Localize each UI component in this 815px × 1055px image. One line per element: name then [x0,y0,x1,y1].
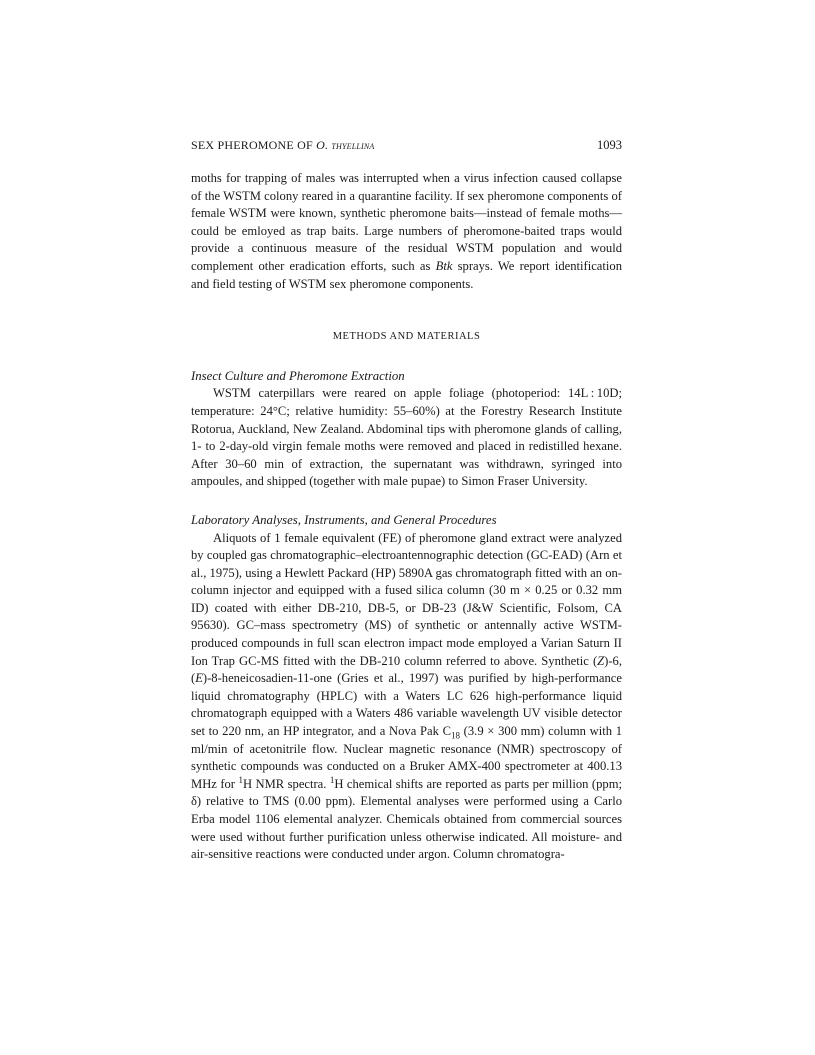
section-heading: METHODS AND MATERIALS [332,331,481,343]
subsection-title-lab-analyses: Laboratory Analyses, Instruments, and General Procedures [191,512,497,527]
text-run: )-8-heneicosadien-11-one (Gries et al., 1997) was purified by high-performance liquid chromatography (HPLC) with a Waters LC 626 high-performance liquid chromatograph equipped with a Waters 486 variable wavelength UV visible detector set to 220 nm, an HP integrator, and a Nova Pak C [191,671,622,739]
italic-run: E [195,671,203,686]
page-number: 1093 [597,138,622,152]
superscript-run: 1 [238,774,243,785]
running-header [191,138,622,153]
text-run: H NMR spectra. [242,776,330,791]
text-run: moths for trapping of males was interrupted when a virus infection caused collapse of the WSTM colony reared in a quarantine facility. If sex pheromone components of female WSTM were known, synthetic pheromone baits—instead of female moths—could be emloyed as trap baits. Large numbers of pheromone-baited traps would provide a continuous measure of the residual WSTM population and would complement other eradication efforts, such as [191,171,622,273]
running-title: SEX PHEROMONE OF O. thyellina [191,138,375,152]
text-run: WSTM caterpillars were reared on apple foliage (photoperiod: 14L : 10D; temperature: 24°C; relative humidity: 55–60%) at the Forestry Research Institute Rotorua, Auckland, New Zealand. Abdominal tips with pheromone glands of calling, 1- to 2-day-old virgin female moths were removed and placed in redistilled hexane. After 30–60 min of extraction, the supernatant was withdrawn, syringed into ampoules, and shipped (together with male pupae) to Simon Fraser University. [191,386,622,489]
subsection-title-insect-culture: Insect Culture and Pheromone Extraction [191,368,405,383]
insect-culture-paragraph [191,385,622,491]
text-run: sprays. We report identification and field testing of WSTM sex pheromone components. [191,258,622,291]
text-run: H chemical shifts are reported as parts per million (ppm; δ) relative to TMS (0.00 ppm). Elemental analyses were performed using a Carlo Erba model 1106 elemental analyzer. Chemicals obtained from commercial sources were used without further purification unless otherwise indicated. All moisture- and air-sensitive reactions were conducted under argon. Column chromatogra- [191,776,622,862]
italic-run: Btk [435,258,453,273]
intro-paragraph [191,170,622,293]
superscript-run: 1 [329,774,335,785]
text-run: )-6,( [191,653,622,686]
text-run: Aliquots of 1 female equivalent (FE) of pheromone gland extract were analyzed by coupled gas chromatographic–electroantennographic detection (GC-EAD) (Arn et al., 1975), using a Hewlett Packard (HP) 5890A gas chromatograph fitted with an on-column injector and equipped with a fused silica column (30 m × 0.25 or 0.32 mm ID) coated with either DB-210, DB-5, or DB-23 (J&W Scientific, Folsom, CA 95630). GC–mass spectrometry (MS) of synthetic or antennally active WSTM-produced compounds in full scan electron impact mode employed a Varian Saturn II Ion Trap GC-MS fitted with the DB-210 column referred to above. Synthetic ( [191,530,622,668]
text-run: (3.9 × 300 mm) column with 1 ml/min of acetonitrile flow. Nuclear magnetic resonance (NMR) spectroscopy of synthetic compounds was conducted on a Bruker AMX-400 spectrometer at 400.13 MHz for [191,724,622,791]
species-name: O. thyellina [316,138,375,152]
subscript-run: 18 [450,730,460,741]
body-column [191,170,622,864]
italic-run: Z [597,653,605,668]
lab-analyses-paragraph [191,530,622,864]
